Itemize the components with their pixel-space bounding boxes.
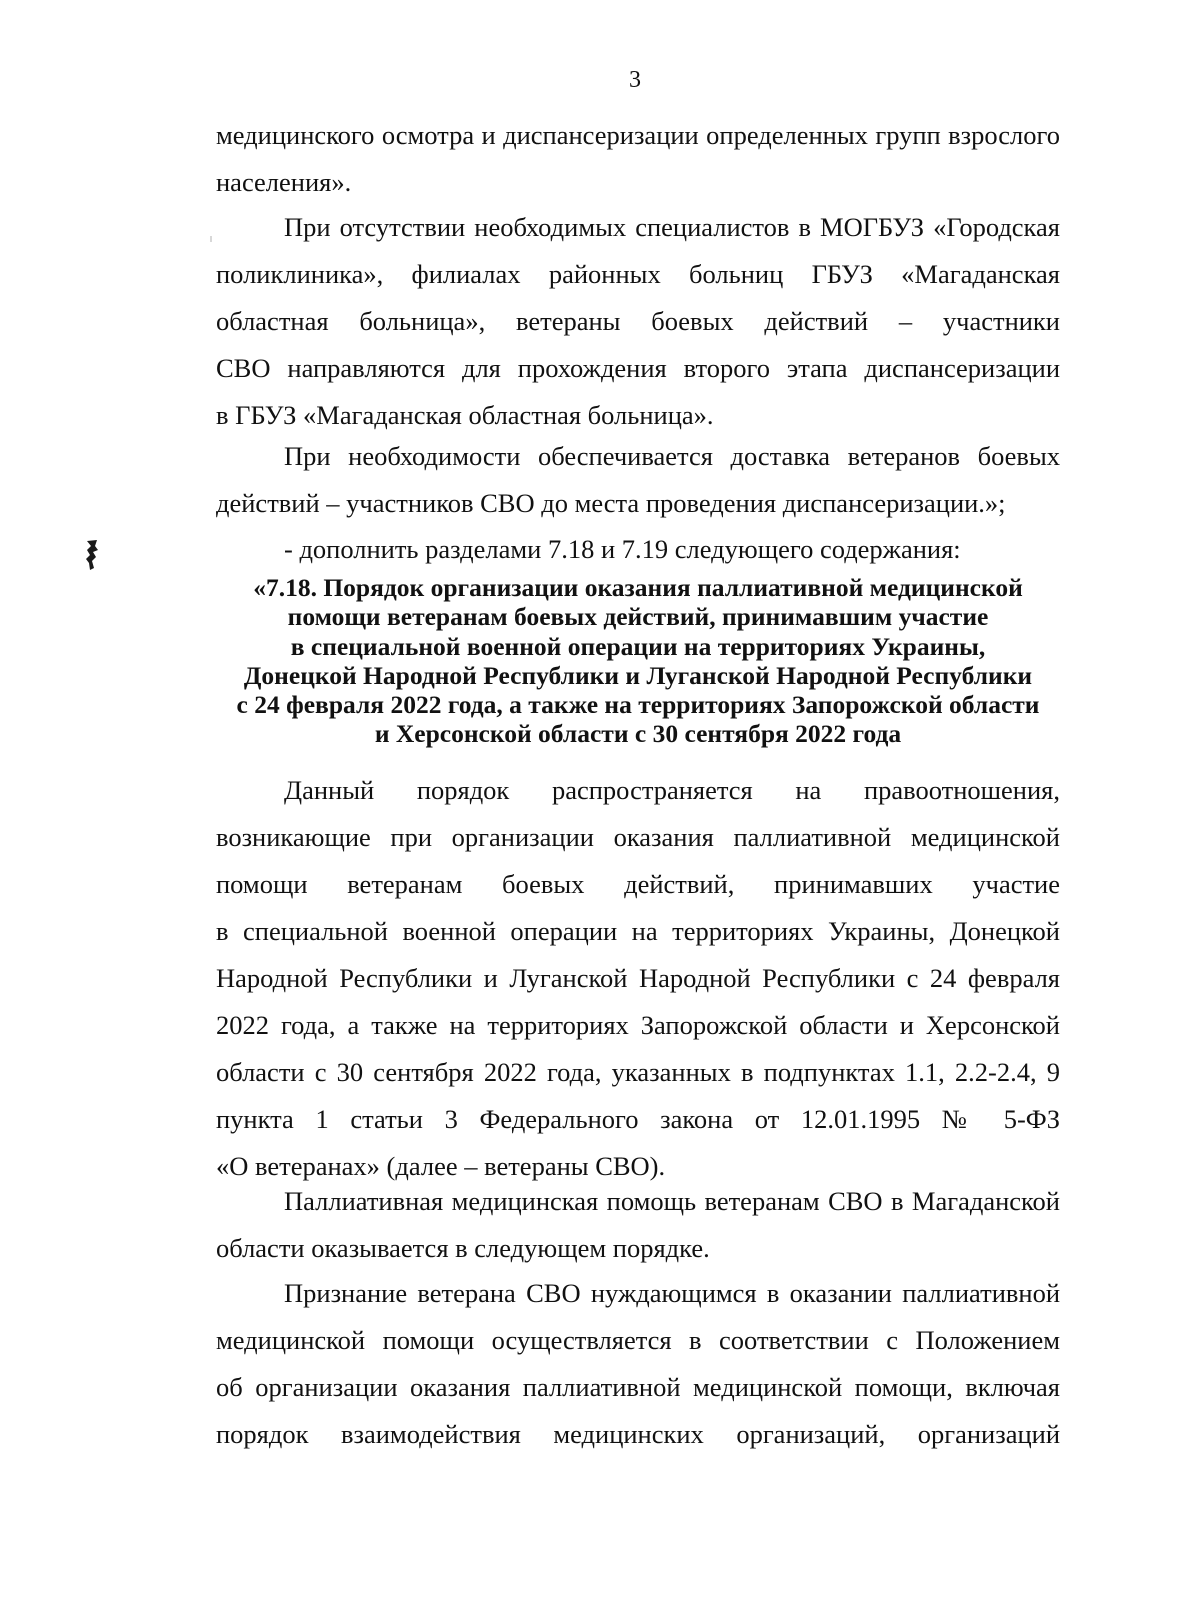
text-line: областная больница», ветераны боевых действий – участники [216,306,1060,336]
text-line: поликлиника», филиалах районных больниц ГБУЗ «Магаданская [216,259,1060,289]
text-line: возникающие при организации оказания паллиативной медицинской [216,822,1060,852]
text-line: помощи ветеранам боевых действий, принимавших участие [216,869,1060,899]
paragraph-scope [216,767,1060,1190]
text-line: области с 30 сентября 2022 года, указанных в подпунктах 1.1, 2.2-2.4, 9 [216,1057,1060,1087]
heading-line: помощи ветеранам боевых действий, принимавшим участие [287,602,989,632]
text-line: Народной Республики и Луганской Народной Республики с 24 февраля [216,963,1060,993]
text-line: в специальной военной операции на территориях Украины, Донецкой [216,916,1060,946]
paragraph-delivery [216,433,1060,527]
paragraph-specialists-absence [216,204,1060,439]
text-line: в ГБУЗ «Магаданская областная больница». [216,400,714,430]
text-line: об организации оказания паллиативной медицинской помощи, включая [216,1372,1060,1402]
text-line: При необходимости обеспечивается доставка ветеранов боевых [284,441,1060,471]
text-line: области оказывается в следующем порядке. [216,1233,710,1263]
text-line: порядок взаимодействия медицинских организаций, организаций [216,1419,1060,1449]
paragraph-amendment [216,526,1060,573]
text-line: «О ветеранах» (далее – ветераны СВО). [216,1151,666,1181]
heading-line: и Херсонской области с 30 сентября 2022 года [374,719,902,749]
text-line: действий – участников СВО до места проведения диспансеризации.»; [216,488,1006,518]
text-line: - дополнить разделами 7.18 и 7.19 следующего содержания: [284,534,961,564]
paragraph-palliative-order [216,1178,1060,1272]
text-line: пункта 1 статьи 3 Федерального закона от 12.01.1995 № 5-ФЗ [216,1104,1060,1134]
text-line: населения». [216,167,352,197]
text-line: При отсутствии необходимых специалистов в МОГБУЗ «Городская [284,212,1060,242]
heading-line: с 24 февраля 2022 года, а также на территориях Запорожской области [236,690,1040,720]
margin-binding-mark [84,537,100,571]
paragraph-continuation [216,112,1060,206]
heading-line: Донецкой Народной Республики и Луганской Народной Республики [243,660,1033,690]
text-line: медицинского осмотра и диспансеризации определенных групп взрослого [216,120,1060,150]
text-line: Паллиативная медицинская помощь ветеранам СВО в Магаданской [284,1186,1060,1216]
scan-speck [210,236,212,242]
heading-line: «7.18. Порядок организации оказания паллиативной медицинской [253,573,1023,602]
text-line: медицинской помощи осуществляется в соответствии с Положением [216,1325,1060,1355]
text-line: 2022 года, а также на территориях Запорожской области и Херсонской [216,1010,1060,1040]
paragraph-recognition [216,1270,1060,1458]
section-heading-7-18 [200,573,1076,749]
page-number: 3 [629,67,641,93]
heading-line: в специальной военной операции на территориях Украины, [290,631,986,661]
text-line: СВО направляются для прохождения второго этапа диспансеризации [216,353,1060,383]
text-line: Данный порядок распространяется на правоотношения, [284,775,1060,805]
text-line: Признание ветерана СВО нуждающимся в оказании паллиативной [284,1278,1060,1308]
